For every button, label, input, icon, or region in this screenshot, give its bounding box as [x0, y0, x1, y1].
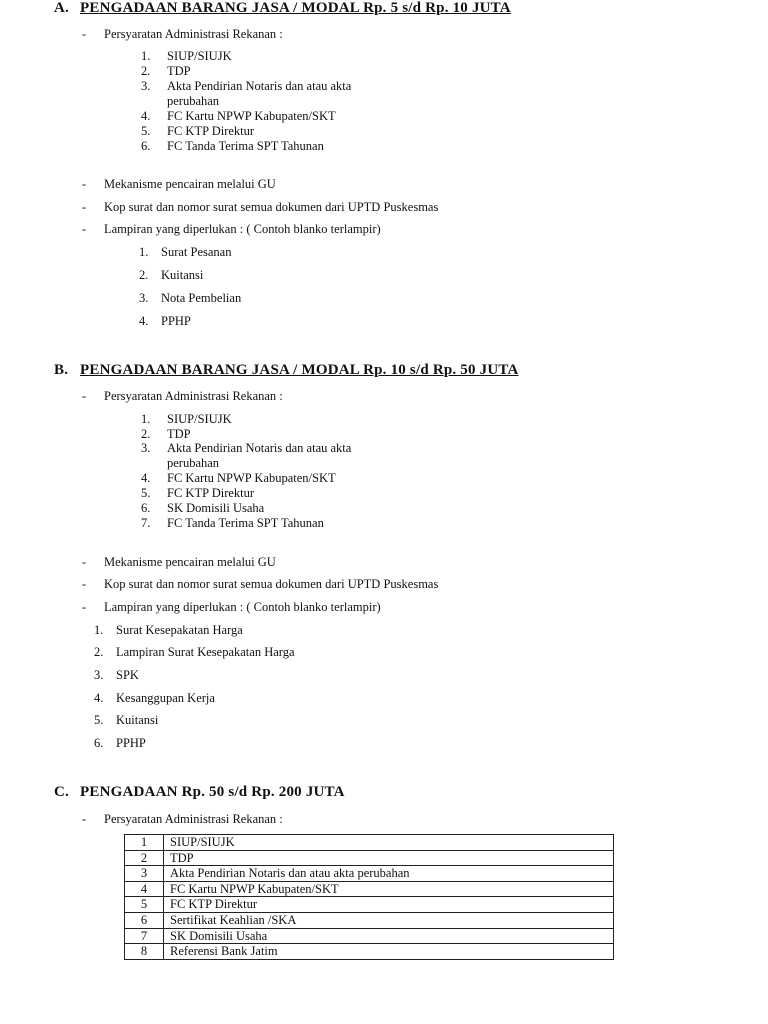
section-b-admin-label: Persyaratan Administrasi Rekanan :: [104, 389, 283, 403]
section-a-heading: [54, 0, 511, 17]
dash-marker: -: [82, 812, 87, 826]
list-item: 3. SPK: [94, 668, 139, 682]
section-b-bullet-2: Kop surat dan nomor surat semua dokumen dari UPTD Puskesmas: [104, 577, 439, 591]
section-a-admin-label: Persyaratan Administrasi Rekanan :: [104, 27, 283, 41]
section-c-heading: [54, 784, 345, 801]
dash-marker: -: [82, 200, 87, 214]
list-item: 3. Nota Pembelian: [139, 291, 242, 305]
list-item: 1. Surat Pesanan: [139, 245, 232, 259]
section-a-title: PENGADAAN BARANG JASA / MODAL Rp. 5 s/d Rp. 10 JUTA: [80, 0, 511, 16]
table-row: 8 Referensi Bank Jatim: [125, 944, 614, 960]
list-item: 6. PPHP: [94, 736, 146, 750]
dash-marker: -: [82, 177, 87, 191]
list-item: 2. Lampiran Surat Kesepakatan Harga: [94, 645, 295, 659]
list-item: 4. PPHP: [139, 314, 191, 328]
requirements-table: [124, 834, 614, 960]
table-row: 4 FC Kartu NPWP Kabupaten/SKT: [125, 881, 614, 897]
table-row: 6 Sertifikat Keahlian /SKA: [125, 912, 614, 928]
section-c-letter: C.: [54, 784, 69, 800]
section-b-bullet-3: Lampiran yang diperlukan : ( Contoh blanko terlampir): [104, 600, 381, 614]
list-item-continuation: perubahan: [167, 456, 220, 470]
section-a-bullet-2: Kop surat dan nomor surat semua dokumen dari UPTD Puskesmas: [104, 200, 439, 214]
dash-marker: -: [82, 600, 87, 614]
list-item: 4. FC Kartu NPWP Kabupaten/SKT: [141, 109, 336, 123]
section-a-bullet-3: Lampiran yang diperlukan : ( Contoh blanko terlampir): [104, 222, 381, 236]
list-item: 4. FC Kartu NPWP Kabupaten/SKT: [141, 471, 336, 485]
list-item: 2. TDP: [141, 64, 191, 78]
list-item: 2. Kuitansi: [139, 268, 204, 282]
dash-marker: -: [82, 27, 87, 41]
section-c-admin-label: Persyaratan Administrasi Rekanan :: [104, 812, 283, 826]
list-item: 1. Surat Kesepakatan Harga: [94, 623, 243, 637]
list-item: 6. FC Tanda Terima SPT Tahunan: [141, 139, 324, 153]
table-row: 7 SK Domisili Usaha: [125, 928, 614, 944]
dash-marker: -: [82, 222, 87, 236]
section-c-title: PENGADAAN Rp. 50 s/d Rp. 200 JUTA: [80, 784, 345, 800]
section-a-letter: A.: [54, 0, 69, 16]
section-a-bullet-1: Mekanisme pencairan melalui GU: [104, 177, 276, 191]
table-row: 5 FC KTP Direktur: [125, 897, 614, 913]
dash-marker: -: [82, 577, 87, 591]
list-item: 6. SK Domisili Usaha: [141, 501, 265, 515]
list-item: 2. TDP: [141, 427, 191, 441]
dash-marker: -: [82, 555, 87, 569]
list-item: 4. Kesanggupan Kerja: [94, 691, 215, 705]
list-item: 5. FC KTP Direktur: [141, 124, 255, 138]
list-item: 1. SIUP/SIUJK: [141, 412, 232, 426]
list-item: 7. FC Tanda Terima SPT Tahunan: [141, 516, 324, 530]
list-item-continuation: perubahan: [167, 94, 220, 108]
list-item: 3. Akta Pendirian Notaris dan atau akta: [141, 79, 352, 93]
section-b-title: PENGADAAN BARANG JASA / MODAL Rp. 10 s/d Rp. 50 JUTA: [80, 362, 519, 378]
list-item: 5. Kuitansi: [94, 713, 159, 727]
table-row: 3 Akta Pendirian Notaris dan atau akta perubahan: [125, 866, 614, 882]
list-item: 5. FC KTP Direktur: [141, 486, 255, 500]
section-b-heading: [54, 362, 519, 379]
section-b-bullet-1: Mekanisme pencairan melalui GU: [104, 555, 276, 569]
dash-marker: -: [82, 389, 87, 403]
table-row: 2 TDP: [125, 850, 614, 866]
list-item: 1. SIUP/SIUJK: [141, 49, 232, 63]
list-item: 3. Akta Pendirian Notaris dan atau akta: [141, 441, 352, 455]
section-b-letter: B.: [54, 362, 69, 378]
table-row: 1 SIUP/SIUJK: [125, 835, 614, 851]
